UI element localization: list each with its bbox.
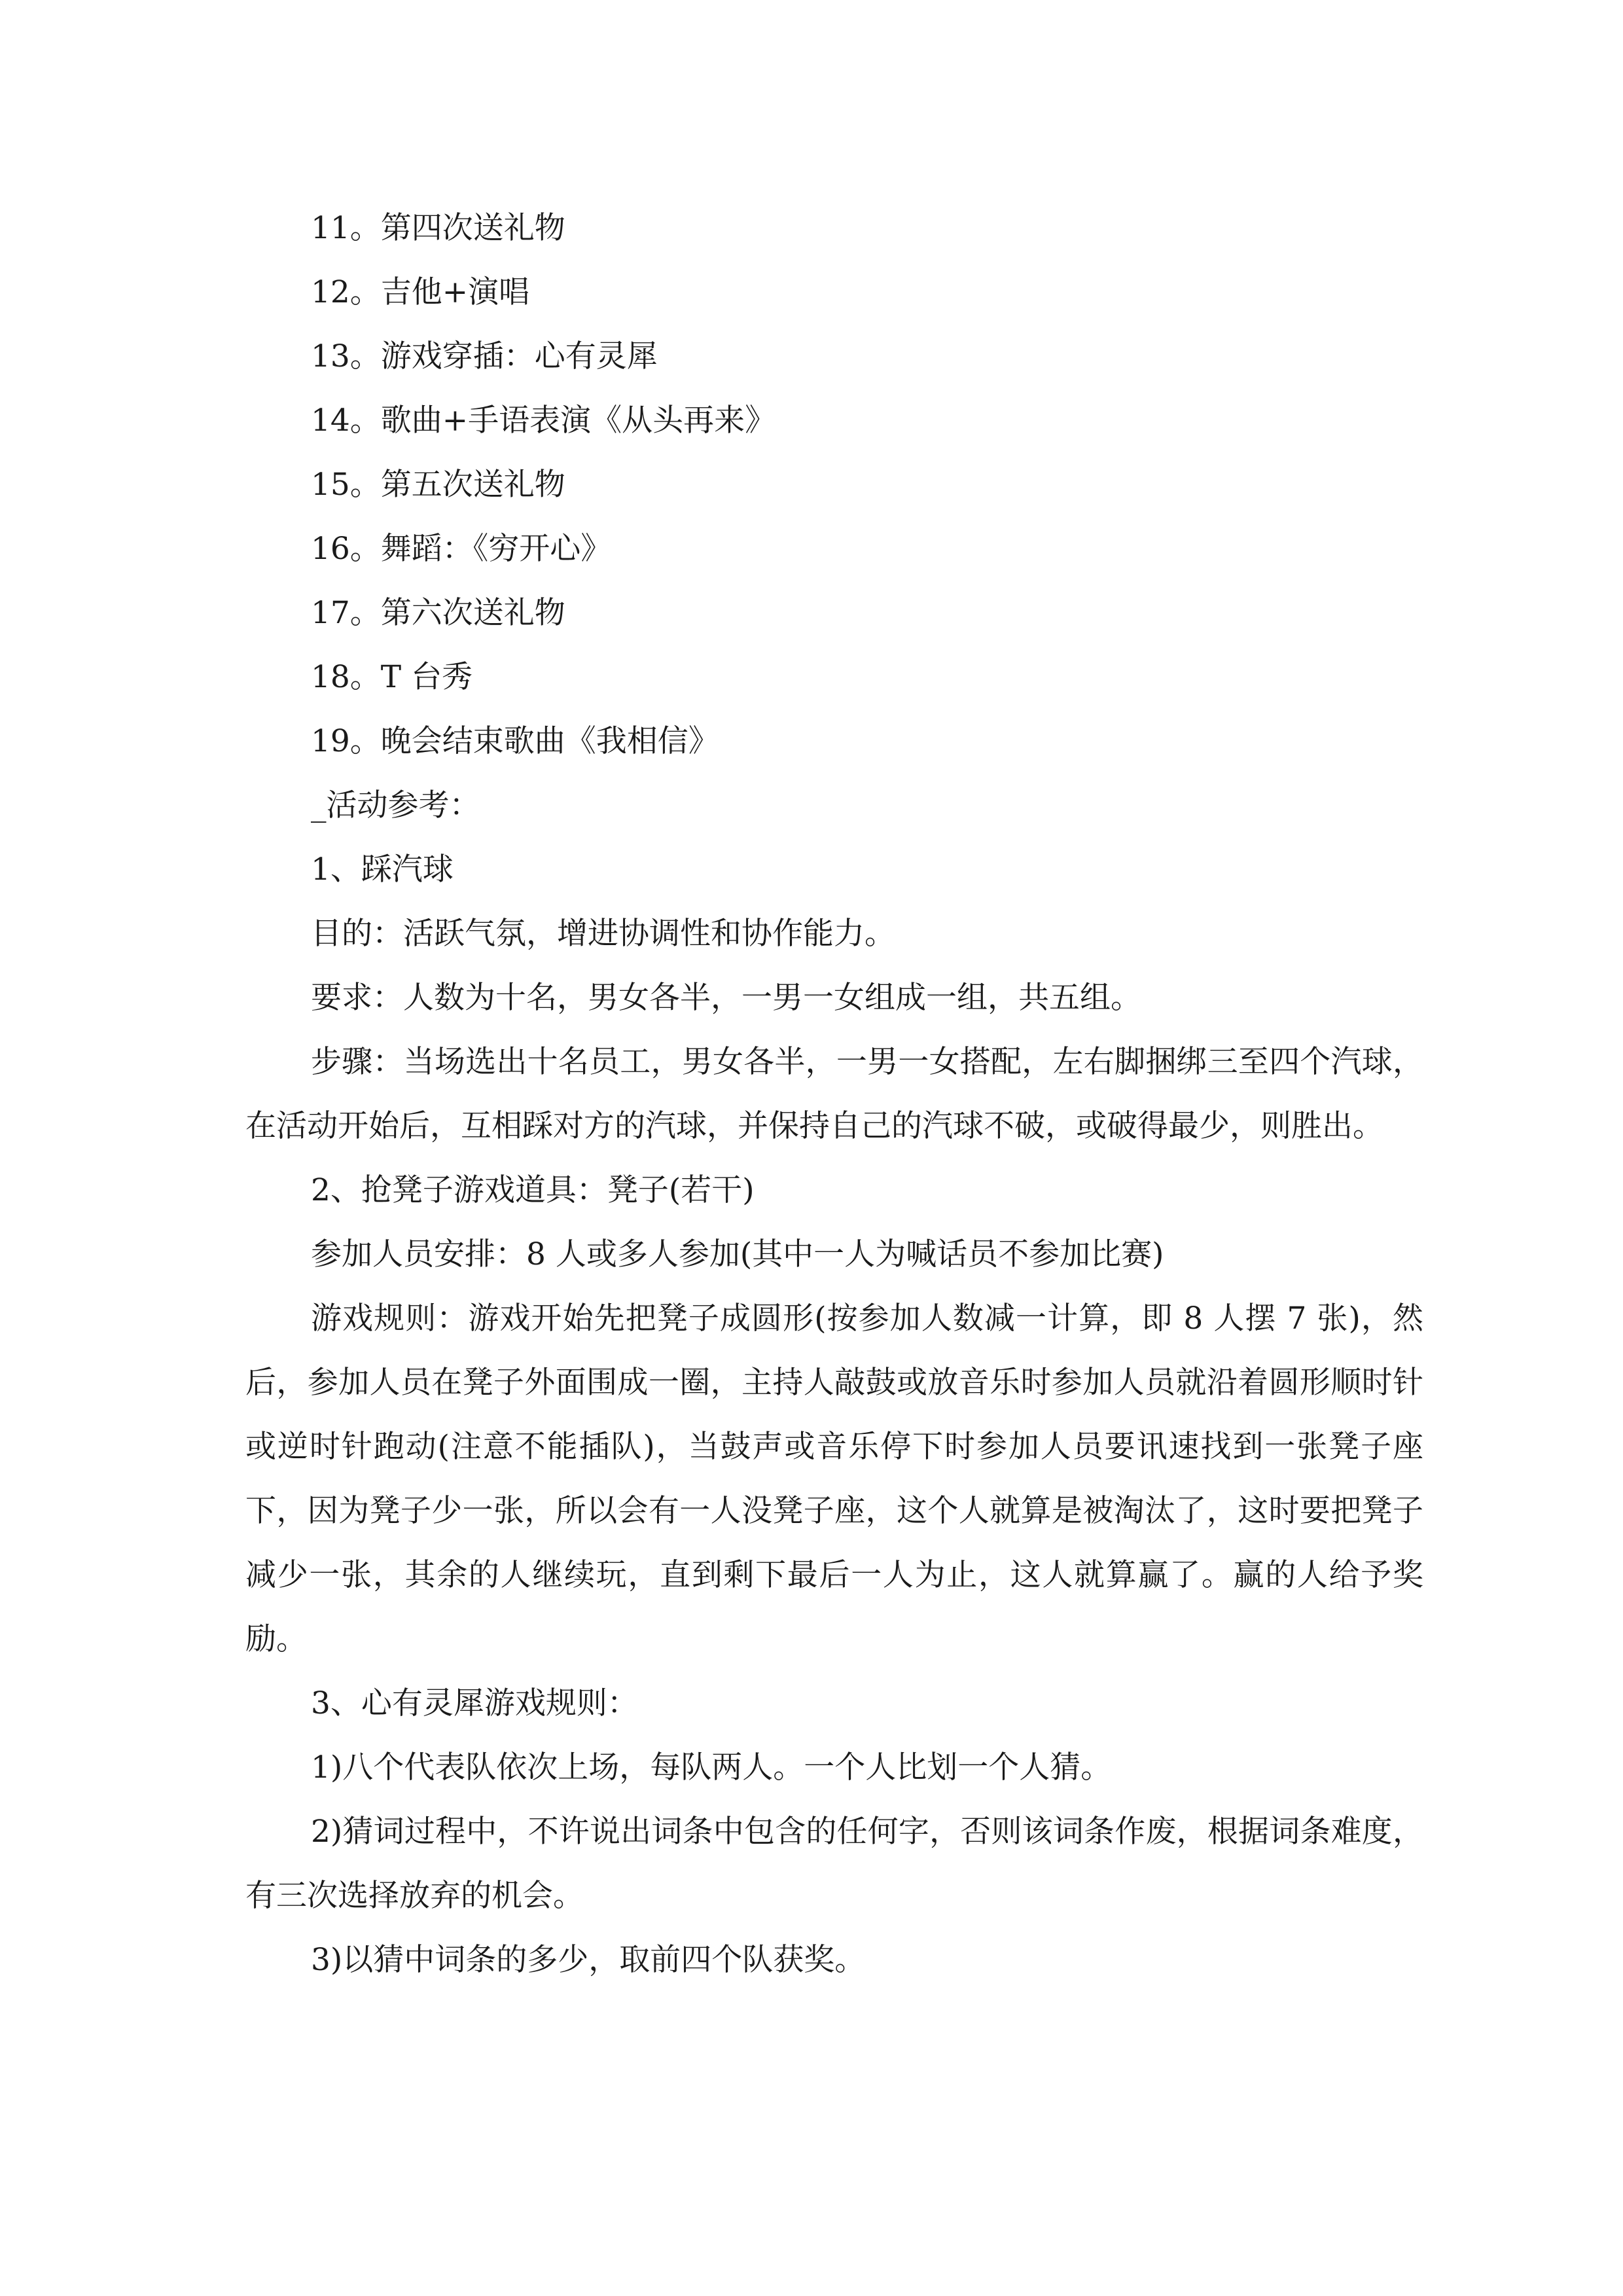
document-body <box>245 196 1423 1992</box>
item-heading: 3、心有灵犀游戏规则： <box>311 1685 638 1721</box>
paragraph: 2)猜词过程中，不许说出词条中包含的任何字，否则该词条作废，根据词条难度，有三次选择放弃的机会。 <box>245 1814 1423 1914</box>
paragraph: 14。歌曲+手语表演《从头再来》 <box>311 403 776 439</box>
paragraph: 11。第四次送礼物 <box>311 210 565 246</box>
paragraph: 参加人员安排：8 人或多人参加(其中一人为喊话员不参加比赛) <box>311 1236 1164 1272</box>
item-heading: 2、抢凳子游戏道具：凳子(若干) <box>311 1172 755 1208</box>
paragraph: 17。第六次送礼物 <box>311 595 565 631</box>
paragraph: 19。晚会结束歌曲《我相信》 <box>311 723 719 759</box>
paragraph: 18。T 台秀 <box>311 659 473 695</box>
paragraph: 13。游戏穿插：心有灵犀 <box>311 338 658 374</box>
paragraph: 16。舞蹈：《穷开心》 <box>311 531 612 567</box>
paragraph: 3)以猜中词条的多少，取前四个队获奖。 <box>311 1942 866 1978</box>
paragraph: 目的：活跃气氛，增进协调性和协作能力。 <box>311 916 895 952</box>
paragraph: 要求：人数为十名，男女各半，一男一女组成一组，共五组。 <box>311 980 1141 1016</box>
paragraph: 12。吉他+演唱 <box>311 274 530 310</box>
paragraph: 游戏规则：游戏开始先把凳子成圆形(按参加人数减一计算，即 8 人摆 7 张)，然后，参加人员在凳子外面围成一圈，主持人敲鼓或放音乐时参加人员就沿着圆形顺时针或逆时针跑动(注意不能插队)，当鼓声或音乐停下时参加人员要讯速找到一张凳子座下，因为凳子少一张，所以会有一人没凳子座，这个人就算是被淘汰了，这时要把凳子减少一张，其余的人继续玩，直到剩下最后一人为止，这人就算赢了。赢的人给予奖励。 <box>245 1300 1423 1657</box>
paragraph: 15。第五次送礼物 <box>311 467 565 503</box>
paragraph: 步骤：当场选出十名员工，男女各半，一男一女搭配，左右脚捆绑三至四个汽球，在活动开始后，互相踩对方的汽球，并保持自己的汽球不破，或破得最少，则胜出。 <box>245 1044 1423 1144</box>
paragraph: 1)八个代表队依次上场，每队两人。一个人比划一个人猜。 <box>311 1749 1112 1785</box>
item-heading: 1、踩汽球 <box>311 852 454 888</box>
section-heading: _活动参考： <box>311 787 480 823</box>
